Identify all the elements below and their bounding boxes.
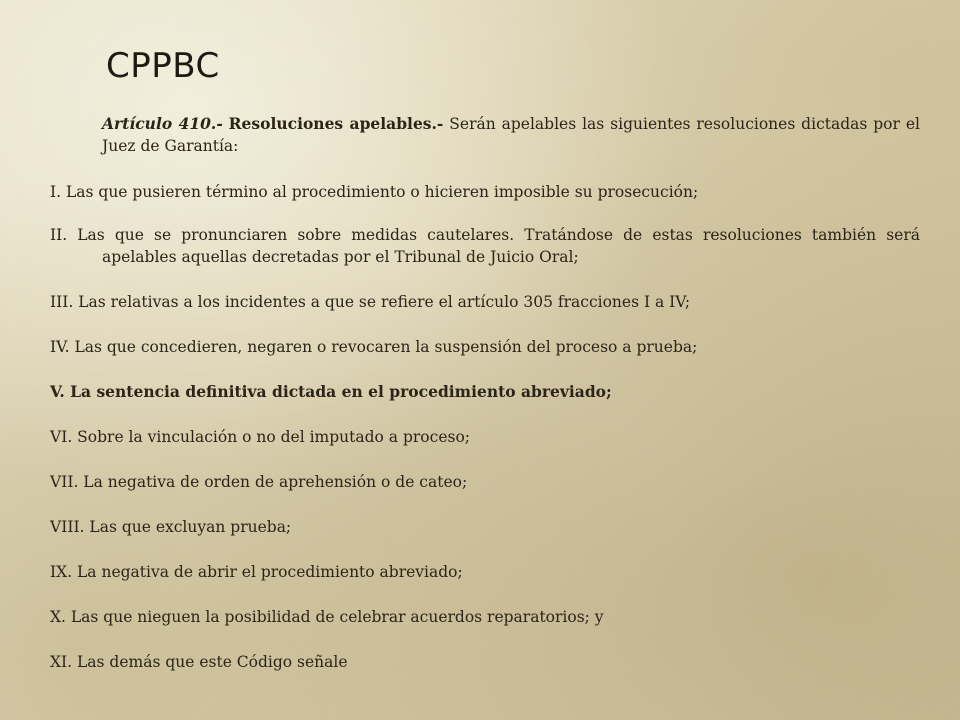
slide-body [50, 113, 920, 673]
list-item-v: V. La sentencia definitiva dictada en el procedimiento abreviado; [50, 382, 612, 401]
list-item-viii: VIII. Las que excluyan prueba; [50, 518, 292, 536]
list-item-iii: III. Las relativas a los incidentes a que se refiere el artículo 305 fracciones I a IV; [50, 293, 691, 311]
list-item-ix: IX. La negativa de abrir el procedimiento abreviado; [50, 563, 463, 581]
slide-title: CPPBC [106, 46, 220, 86]
list-item-xi: XI. Las demás que este Código señale [50, 653, 348, 671]
list-item-x: X. Las que nieguen la posibilidad de celebrar acuerdos reparatorios; y [50, 608, 604, 626]
list-item-iv: IV. Las que concedieren, negaren o revocaren la suspensión del proceso a prueba; [50, 338, 698, 356]
article-number: Artículo 410.- [102, 114, 223, 133]
article-heading: Resoluciones apelables.- [228, 114, 444, 133]
article-intro [102, 113, 920, 157]
article-text: Serán apelables las siguientes resoluciones dictadas por el Juez de Garantía: [102, 115, 920, 155]
list-item-i: I. Las que pusieren término al procedimiento o hicieren imposible su prosecución; [50, 183, 699, 201]
list-item-ii: II. Las que se pronunciaren sobre medidas cautelares. Tratándose de estas resoluciones también será apelables aquellas decretadas por el Tribunal de Juicio Oral; [50, 226, 920, 266]
list-item-vii: VII. La negativa de orden de aprehensión o de cateo; [50, 473, 468, 491]
list-item-vi: VI. Sobre la vinculación o no del imputado a proceso; [50, 428, 470, 446]
